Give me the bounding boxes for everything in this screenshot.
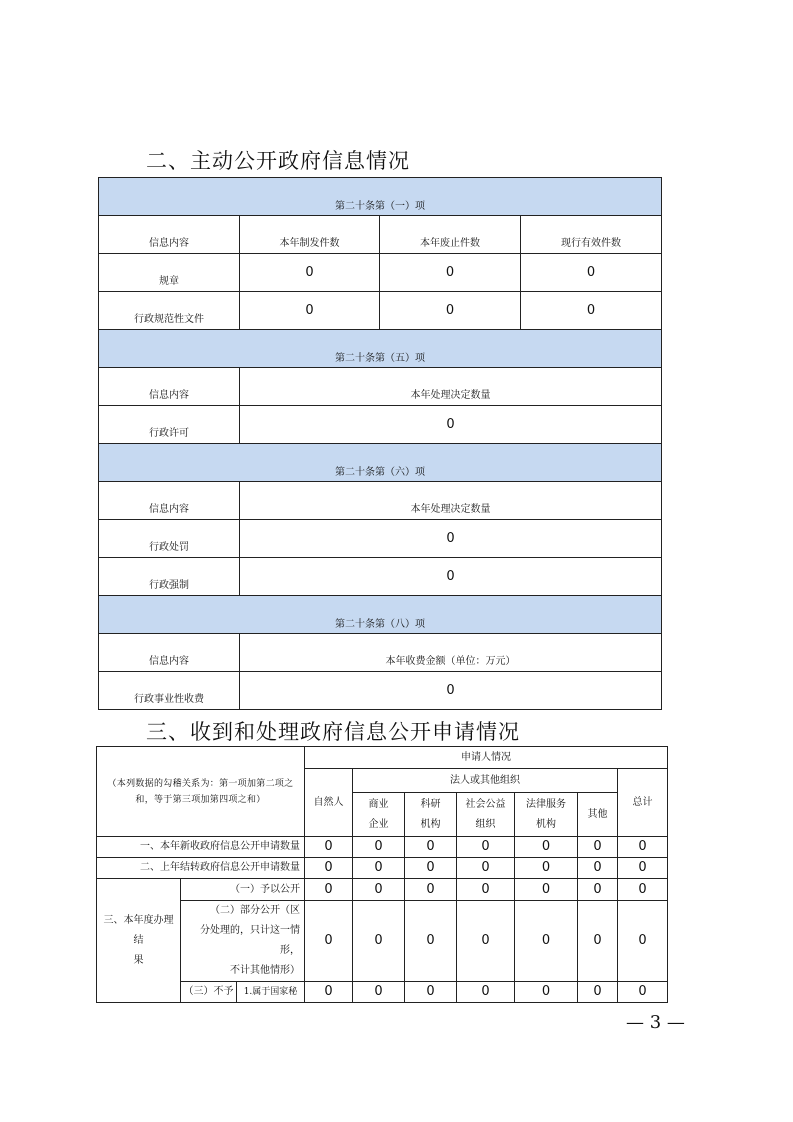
cell-value: 0 — [353, 858, 405, 879]
row-label: 一、本年新收政府信息公开申请数量 — [97, 837, 305, 858]
cell-value: 0 — [618, 982, 668, 1003]
row-label: 行政处罚 — [149, 542, 189, 553]
header-row-1 — [97, 747, 668, 769]
cell-value: 0 — [457, 879, 515, 901]
cell-value: 0 — [240, 254, 380, 292]
cell-value: 0 — [618, 879, 668, 901]
cell-value: 0 — [240, 520, 662, 558]
row-label: 行政许可 — [149, 428, 189, 439]
applicant-header: 申请人情况 — [305, 747, 668, 769]
table-row — [97, 858, 668, 879]
cell-value: 0 — [521, 254, 662, 292]
art5-column-header-row — [99, 368, 662, 406]
col-effective: 现行有效件数 — [561, 238, 621, 249]
application-table — [96, 746, 668, 1003]
section-3-title: 三、收到和处理政府信息公开申请情况 — [146, 720, 520, 744]
table-row — [97, 879, 668, 901]
note-line: 和，等于第三项加第四项之和） — [135, 794, 266, 805]
sub-row-label: 1.属于国家秘 — [237, 982, 305, 1003]
table-row — [99, 520, 662, 558]
cell-value: 0 — [578, 858, 618, 879]
legal-group-header: 法人或其他组织 — [353, 769, 618, 793]
col-other: 其他 — [578, 793, 618, 837]
cell-value: 0 — [305, 858, 353, 879]
cell-value: 0 — [457, 982, 515, 1003]
cell-value: 0 — [305, 982, 353, 1003]
cell-value: 0 — [405, 901, 457, 982]
page-number: — 3 — — [626, 1012, 685, 1033]
col-info-content: 信息内容 — [149, 656, 189, 667]
cell-value: 0 — [457, 901, 515, 982]
section-2-title: 二、主动公开政府信息情况 — [146, 149, 410, 173]
art6-header-row — [99, 444, 662, 482]
cell-value: 0 — [457, 858, 515, 879]
cell-value: 0 — [305, 879, 353, 901]
table-row — [99, 672, 662, 710]
art8-header-row — [99, 596, 662, 634]
art8-header: 第二十条第（八）项 — [335, 619, 425, 630]
cell-value: 0 — [515, 901, 578, 982]
table-row — [99, 292, 662, 330]
cell-value: 0 — [405, 837, 457, 858]
cell-value: 0 — [515, 837, 578, 858]
cell-value: 0 — [618, 901, 668, 982]
col-info-content: 信息内容 — [149, 238, 189, 249]
cell-value: 0 — [515, 858, 578, 879]
cell-value: 0 — [618, 837, 668, 858]
table-row — [97, 837, 668, 858]
group-label: 三、本年度办理结 果 — [97, 879, 181, 1003]
table-row — [97, 982, 668, 1003]
cell-value: 0 — [240, 292, 380, 330]
cell-value: 0 — [305, 901, 353, 982]
col-repealed: 本年废止件数 — [420, 238, 480, 249]
cell-value: 0 — [515, 879, 578, 901]
col-fee-amount: 本年收费金额（单位：万元） — [385, 656, 516, 667]
art6-column-header-row — [99, 482, 662, 520]
col-legal-service: 法律服务 机构 — [515, 793, 578, 837]
cell-value: 0 — [521, 292, 662, 330]
table-row — [99, 406, 662, 444]
row-label: （三）不予 — [181, 982, 237, 1003]
cell-value: 0 — [405, 858, 457, 879]
cell-value: 0 — [353, 837, 405, 858]
cell-value: 0 — [240, 558, 662, 596]
cell-value: 0 — [578, 982, 618, 1003]
cell-value: 0 — [353, 879, 405, 901]
cell-value: 0 — [578, 879, 618, 901]
row-label: （一）予以公开 — [181, 879, 305, 901]
row-label: 行政事业性收费 — [134, 694, 204, 705]
art1-header: 第二十条第（一）项 — [335, 201, 425, 212]
cell-value: 0 — [515, 982, 578, 1003]
table-row — [99, 558, 662, 596]
row-label: 行政强制 — [149, 580, 189, 591]
cell-value: 0 — [305, 837, 353, 858]
table-row — [97, 901, 668, 982]
cell-value: 0 — [405, 879, 457, 901]
art1-column-header-row — [99, 216, 662, 254]
col-info-content: 信息内容 — [149, 504, 189, 515]
cell-value: 0 — [618, 858, 668, 879]
cell-value: 0 — [353, 901, 405, 982]
art5-header-row — [99, 330, 662, 368]
col-issued: 本年制发件数 — [279, 238, 340, 249]
col-natural-person: 自然人 — [305, 769, 353, 837]
proactive-disclosure-table — [98, 177, 662, 710]
col-research: 科研 机构 — [405, 793, 457, 837]
art6-header: 第二十条第（六）项 — [335, 467, 425, 478]
note-line: （本列数据的勾稽关系为：第一项加第二项之 — [107, 778, 294, 789]
cell-value: 0 — [380, 254, 521, 292]
row-label: （二）部分公开（区 分处理的，只计这一情形， 不计其他情形） — [181, 901, 305, 982]
col-business: 商业 企业 — [353, 793, 405, 837]
col-total: 总计 — [618, 769, 668, 837]
col-decisions: 本年处理决定数量 — [410, 390, 491, 401]
cell-value: 0 — [380, 292, 521, 330]
art1-header-row — [99, 178, 662, 216]
col-public-welfare: 社会公益 组织 — [457, 793, 515, 837]
cell-value: 0 — [405, 982, 457, 1003]
row-label: 规章 — [159, 276, 179, 287]
cell-value: 0 — [457, 837, 515, 858]
row-label: 行政规范性文件 — [134, 314, 204, 325]
cell-value: 0 — [240, 406, 662, 444]
art5-header: 第二十条第（五）项 — [335, 353, 425, 364]
col-decisions: 本年处理决定数量 — [410, 504, 491, 515]
col-info-content: 信息内容 — [149, 390, 189, 401]
note-cell — [97, 747, 305, 837]
table-row — [99, 254, 662, 292]
cell-value: 0 — [240, 672, 662, 710]
row-label: 二、上年结转政府信息公开申请数量 — [97, 858, 305, 879]
cell-value: 0 — [578, 837, 618, 858]
cell-value: 0 — [353, 982, 405, 1003]
art8-column-header-row — [99, 634, 662, 672]
cell-value: 0 — [578, 901, 618, 982]
